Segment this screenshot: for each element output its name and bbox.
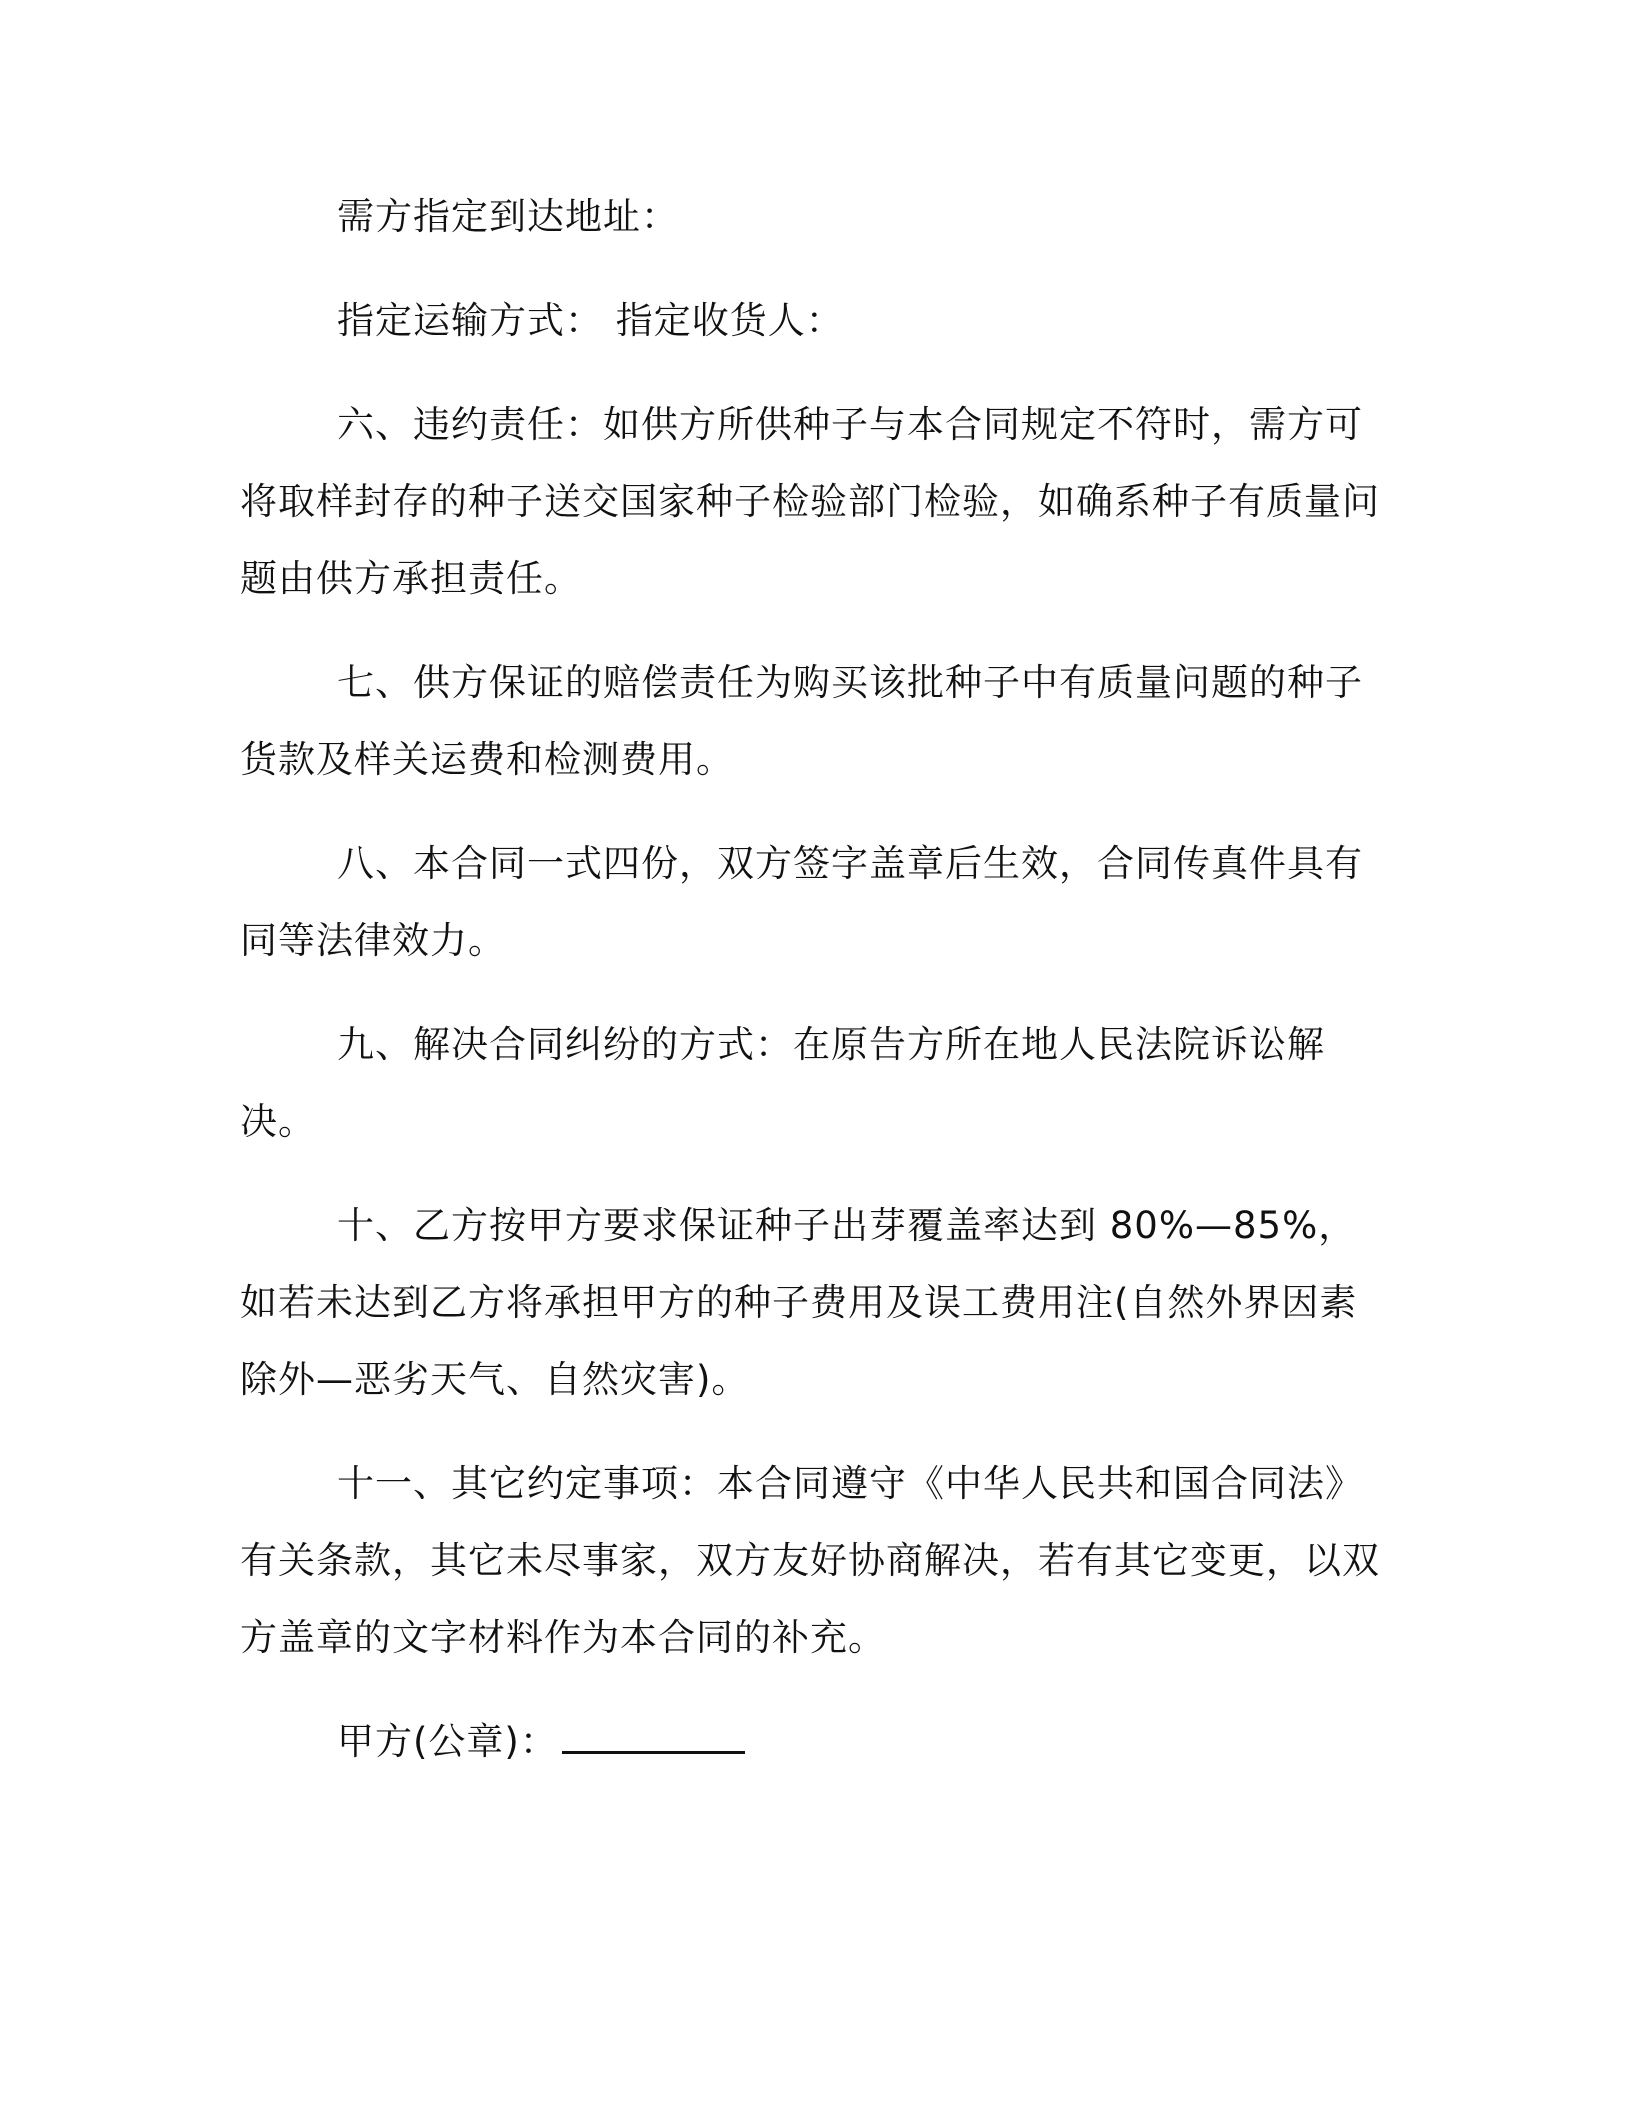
paragraph-clause-9: 九、解决合同纠纷的方式：在原告方所在地人民法院诉讼解决。 [240, 1023, 1325, 1143]
paragraph-clause-8: 八、本合同一式四份，双方签字盖章后生效，合同传真件具有同等法律效力。 [240, 842, 1363, 962]
paragraph-clause-7: 七、供方保证的赔偿责任为购买该批种子中有质量问题的种子货款及样关运费和检测费用。 [240, 661, 1363, 781]
paragraph-clause-11: 十一、其它约定事项：本合同遵守《中华人民共和国合同法》有关条款，其它未尽事家，双方友好协商解决，若有其它变更，以双方盖章的文字材料作为本合同的补充。 [240, 1462, 1380, 1659]
paragraph-clause-6: 六、违约责任：如供方所供种子与本合同规定不符时，需方可将取样封存的种子送交国家种子检验部门检验，如确系种子有质量问题由供方承担责任。 [240, 403, 1380, 600]
document-body [240, 178, 1385, 1780]
signature-blank-line [562, 1715, 745, 1754]
paragraph-clause-10: 十、乙方按甲方要求保证种子出芽覆盖率达到 80%—85%，如若未达到乙方将承担甲方的种子费用及误工费用注(自然外界因素除外—恶劣天气、自然灾害)。 [240, 1204, 1358, 1401]
paragraph-transport-method: 指定运输方式： 指定收货人： [337, 299, 844, 342]
paragraph-delivery-address: 需方指定到达地址： [337, 195, 679, 238]
signature-label-party-a: 甲方(公章)： [337, 1720, 558, 1763]
signature-row [240, 1703, 1385, 1780]
